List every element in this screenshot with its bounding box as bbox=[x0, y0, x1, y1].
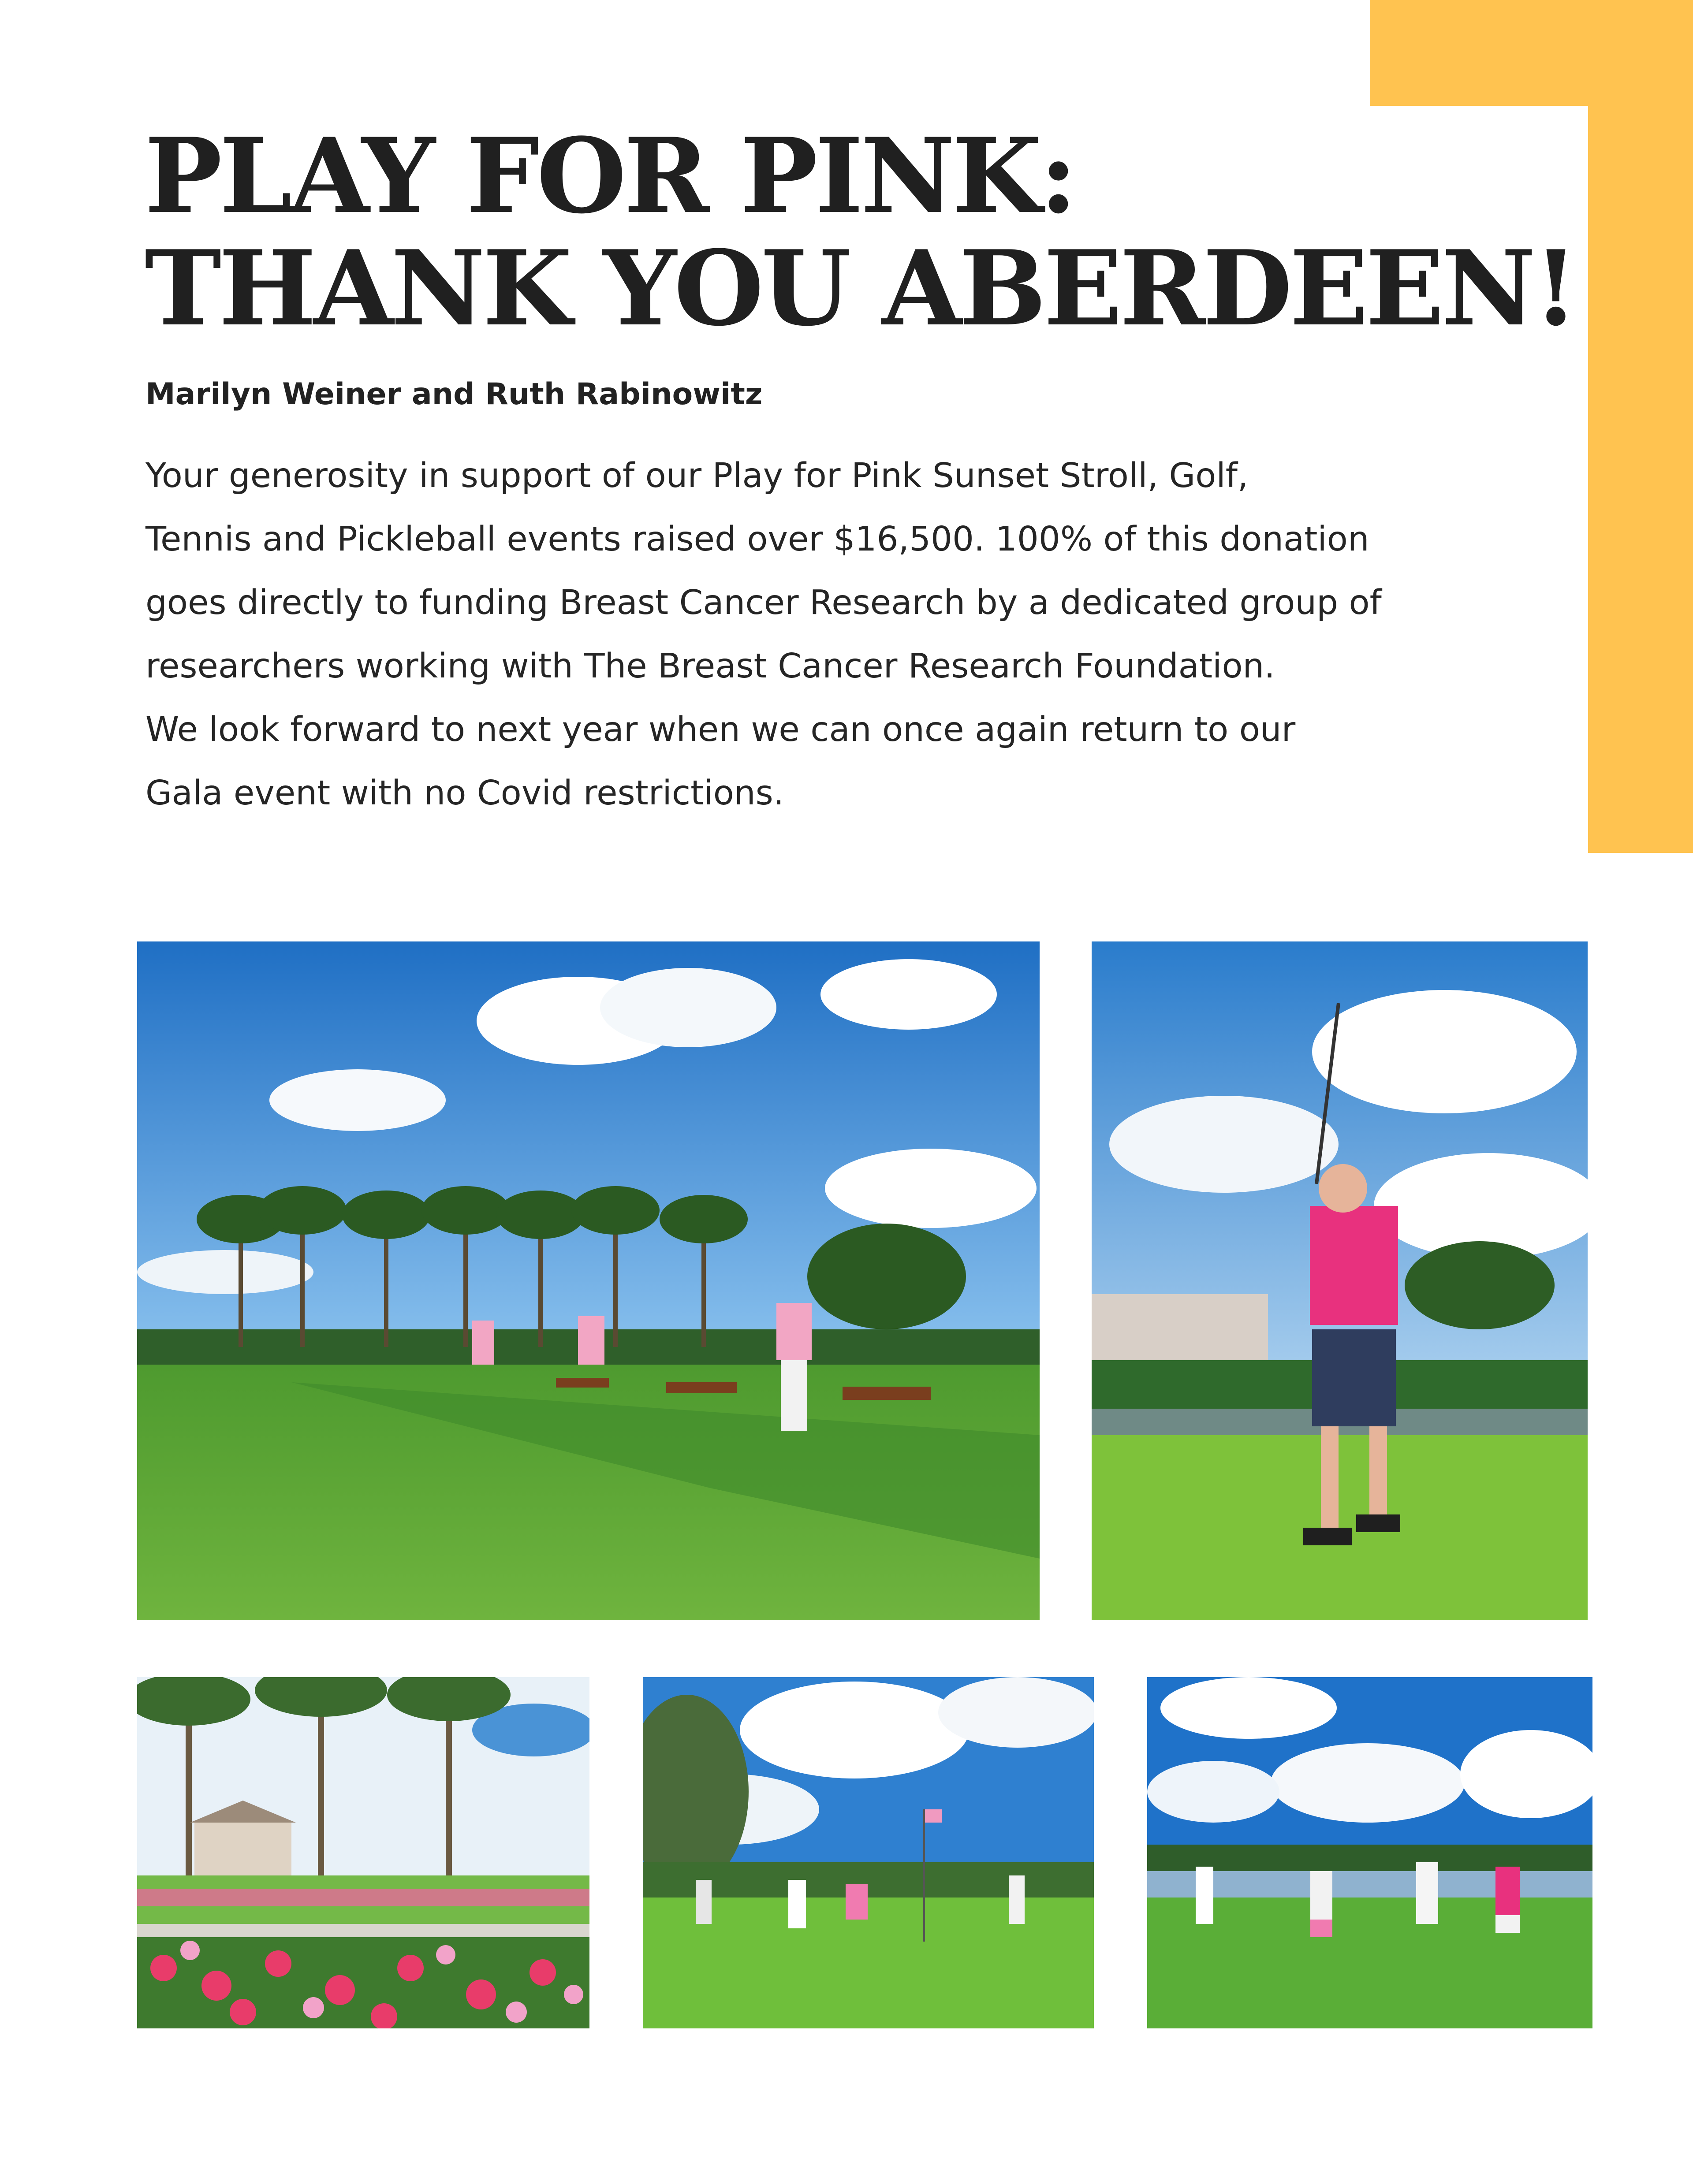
body-line: We look forward to next year when we can once again return to our bbox=[145, 710, 1296, 749]
body-line: Your generosity in support of our Play for Pink Sunset Stroll, Golf, bbox=[145, 456, 1249, 495]
page-title bbox=[145, 115, 1576, 349]
photo-driving-range bbox=[137, 941, 1040, 1620]
accent-bar-side bbox=[1588, 0, 1693, 853]
photo-putting-green bbox=[643, 1677, 1094, 2028]
photo-clubhouse-flowers bbox=[137, 1677, 589, 2028]
body-line: researchers working with The Breast Cancer Research Foundation. bbox=[145, 647, 1275, 686]
author-byline: Marilyn Weiner and Ruth Rabinowitz bbox=[145, 377, 763, 412]
body-line: Tennis and Pickleball events raised over $16,500. 100% of this donation bbox=[145, 520, 1369, 559]
photo-golfer-swing bbox=[1092, 941, 1588, 1620]
body-line: goes directly to funding Breast Cancer Research by a dedicated group of bbox=[145, 583, 1382, 622]
body-line: Gala event with no Covid restrictions. bbox=[145, 774, 784, 813]
title-line-1: PLAY FOR PINK: bbox=[145, 115, 1075, 237]
title-line-2: THANK YOU ABERDEEN! bbox=[145, 228, 1576, 349]
photo-women-tee bbox=[1147, 1677, 1592, 2028]
article-body bbox=[145, 444, 1468, 825]
